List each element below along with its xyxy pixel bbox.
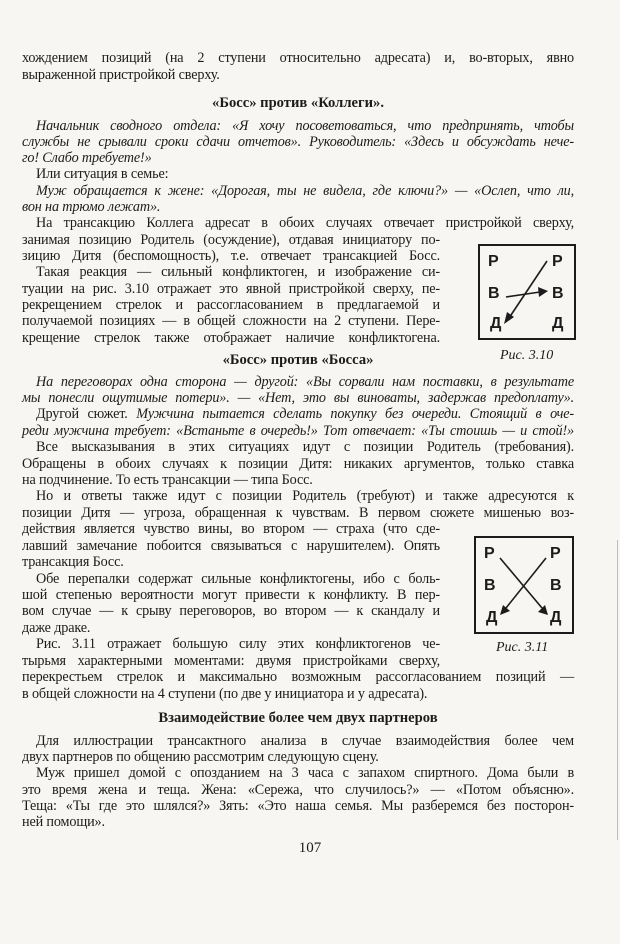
example-text: На переговорах одна сторона — другой: «Вы сорвали нам поставки, в результате: [36, 374, 574, 390]
arrow-line: [506, 558, 546, 608]
figure-3-11: [474, 536, 574, 634]
ego-state-child: Д: [550, 609, 562, 626]
arrowhead: [500, 605, 510, 615]
figure-caption: Рис. 3.11: [496, 640, 549, 655]
paragraph-line: Все высказывания в этих ситуациях идут с позиции Родитель (требования).: [36, 439, 574, 455]
paragraph-line: крещение стрелок также отображает наличие конфликтогена.: [22, 330, 440, 346]
paragraph-line: в общей сложности на 4 ступени (по две у инициатора и у адресата).: [22, 686, 428, 702]
example-text: Начальник сводного отдела: «Я хочу посоветоваться, что предпринять, чтобы: [36, 118, 574, 134]
ego-state-parent: Р: [552, 253, 563, 270]
paragraph-line: Теща: «Ты где это шлялся?» Зять: «Это наша семья. Мы разберемся без посторон-: [22, 798, 574, 814]
paragraph-line: ней помощи».: [22, 814, 105, 830]
paragraph-line: Муж пришел домой с опозданием на 3 часа с запахом спиртного. Дома были в: [36, 765, 574, 781]
paragraph-line: позиции Дитя — угроза, обращенная к чувствам. В первом сюжете мишенью воз-: [22, 505, 574, 521]
ego-state-child: Д: [552, 315, 564, 332]
ego-state-child: Д: [490, 315, 502, 332]
paragraph-line: Обе перепалки содержат сильные конфликтогены, ибо с боль-: [36, 571, 440, 587]
paragraph-line: это время жена и теща. Жена: «Сережа, что случилось?» — «Потом объясню».: [22, 782, 574, 798]
example-text: Мужчина пытается сделать покупку без очереди. Стоящий в оче-: [136, 406, 574, 422]
section-heading-boss-vs-boss: «Босс» против «Босса»: [222, 352, 374, 368]
arrow-line: [500, 558, 542, 608]
ego-state-adult: В: [488, 285, 500, 302]
paragraph-line: зицию Дитя (беспомощность), т.е. отвечает трансакцией Босс.: [22, 248, 440, 264]
paragraph-line: шой степенью вероятности могут привести к конфликту. В пер-: [22, 587, 440, 603]
paragraph-line: вом случае — к срыву переговоров, во втором — к скандалу и: [22, 603, 440, 619]
ego-state-child: Д: [486, 609, 498, 626]
section-heading-boss-vs-colleague: «Босс» против «Коллеги».: [212, 95, 384, 111]
text-line: хождением позиций (на 2 ступени относительно адресата) и, во-вторых, явно: [22, 50, 574, 66]
example-text: Муж обращается к жене: «Дорогая, ты не видела, где ключи?» — «Ослеп, что ли,: [36, 183, 574, 199]
text-line: Или ситуация в семье:: [36, 166, 169, 182]
scan-edge-line: [617, 540, 618, 840]
paragraph-line: двух партнеров по общению рассмотрим следующую сцену.: [22, 749, 379, 765]
ego-state-parent: Р: [484, 545, 495, 562]
paragraph-line: Для иллюстрации трансактного анализа в случае взаимодействия более чем: [36, 733, 574, 749]
arrowhead: [538, 287, 548, 297]
ego-state-adult: В: [552, 285, 564, 302]
section-heading-multi-partner: Взаимодействие более чем двух партнеров: [158, 710, 438, 726]
example-text: вон на трюмо лежат».: [22, 199, 161, 215]
paragraph-line: на подчинение. То есть трансакции — типа Босс.: [22, 472, 313, 488]
figure-3-10: [478, 244, 576, 340]
paragraph-line: Рис. 3.11 отражает большую силу этих конфликтогенов че-: [36, 636, 440, 652]
ego-state-parent: Р: [488, 253, 499, 270]
ego-state-adult: В: [484, 577, 496, 594]
example-text: го! Слабо требуете!»: [22, 150, 152, 166]
paragraph-line: действия является чувство вины, во втором — страха (что сде-: [22, 521, 440, 537]
paragraph-line: занимая позицию Родитель (осуждение), отдавая инициатору по-: [22, 232, 440, 248]
paragraph-line: [22, 406, 574, 422]
paragraph-line: Такая реакция — сильный конфликтоген, и изображение си-: [36, 264, 440, 280]
example-text: реди мужчина требует: «Встаньте в очередь!» Тот отвечает: «Ты стоишь — и стой!»: [22, 423, 574, 439]
paragraph-line: лавший замечание побоится связываться с нарушителем). Опять: [22, 538, 440, 554]
paragraph-line: Но и ответы также идут с позиции Родитель (требуют) и также адресуются к: [36, 488, 574, 504]
paragraph-line: Обращены в обоих случаях к позиции Дитя: никаких аргументов, только ставка: [22, 456, 574, 472]
figure-caption: Рис. 3.10: [500, 348, 554, 363]
paragraph-line: На трансакцию Коллега адресат в обоих случаях отвечает пристройкой сверху,: [36, 215, 574, 231]
arrowhead: [538, 605, 548, 615]
paragraph-line: тырьмя характерными моментами: двумя пристройками сверху,: [22, 653, 440, 669]
paragraph-line: туации на рис. 3.10 отражает это явной пристройкой сверху, пе-: [22, 281, 440, 297]
paragraph-line: рекрещением стрелок и рассогласованием в предлагаемой и: [22, 297, 440, 313]
plot-intro: Другой сюжет.: [36, 406, 128, 422]
ego-state-adult: В: [550, 577, 562, 594]
paragraph-line: даже драке.: [22, 620, 91, 636]
paragraph-line: трансакция Босс.: [22, 554, 124, 570]
text-line: выраженной пристройкой сверху.: [22, 67, 220, 83]
example-text: мы понесли ощутимые потери». — «Нет, это вы виноваты, задержав предоплату».: [22, 390, 574, 406]
paragraph-line: получаемой позициях — в общей сложности на 2 ступени. Пере-: [22, 313, 440, 329]
paragraph-line: перекрестьем стрелок и максимально возможным рассогласованием позиций —: [22, 669, 574, 685]
page-number: 107: [298, 840, 322, 856]
ego-state-parent: Р: [550, 545, 561, 562]
example-text: службы не срывали сроки сдачи отчетов». Руководитель: «Здесь и обсуждать нече-: [22, 134, 574, 150]
